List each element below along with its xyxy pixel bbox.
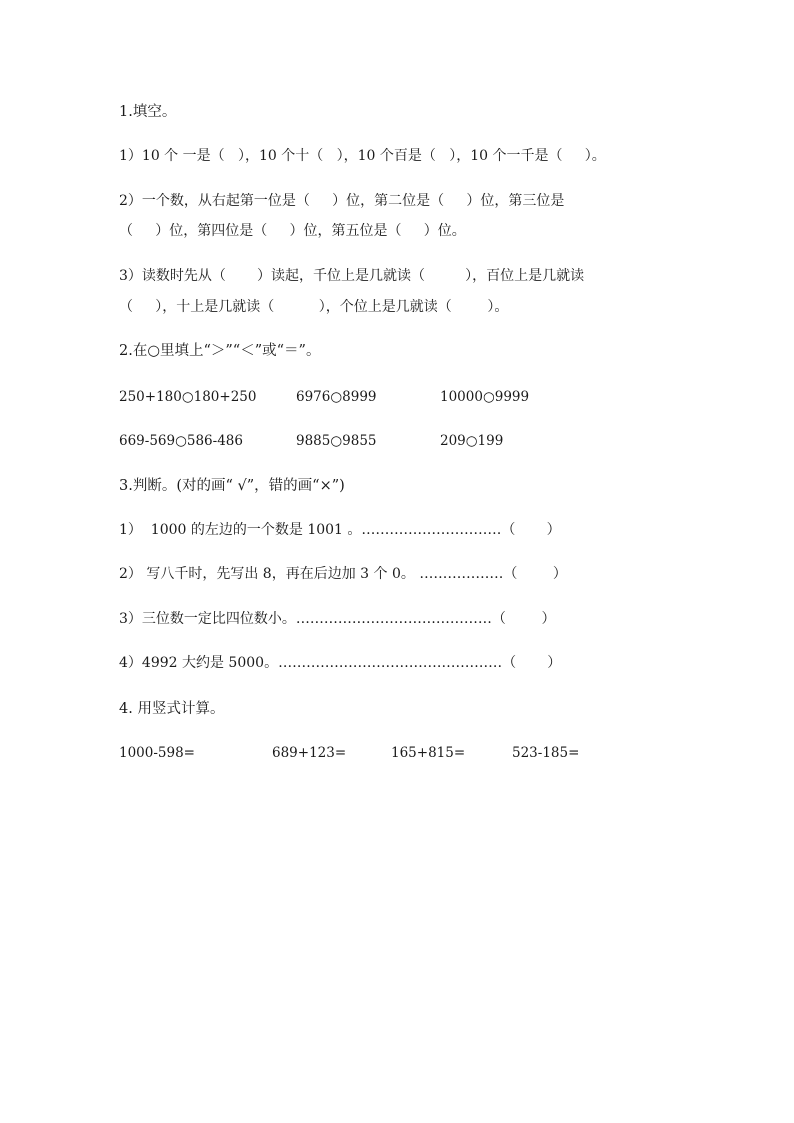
judgment-item: 2） 写八千时，先写出 8，再在后边加 3 个 0。 ………………（ ）	[119, 566, 567, 582]
section1-question3-line2: （ ），十上是几就读（ ），个位上是几就读（ ）。	[119, 299, 509, 315]
calculation-item: 1000-598=	[119, 745, 195, 761]
judgment-item: 4）4992 大约是 5000。…………………………………………（ ）	[119, 655, 562, 671]
section1-question3-line1: 3）读数时先从（ ）读起，千位上是几就读（ ），百位上是几就读	[119, 268, 585, 284]
section1-question2-line1: 2）一个数，从右起第一位是（ ）位，第二位是（ ）位，第三位是	[119, 193, 565, 209]
calculation-item: 689+123=	[272, 745, 347, 761]
section1-question1: 1）10 个 一是（ ），10 个十（ ），10 个百是（ ），10 个一千是（ ）。	[119, 148, 606, 164]
comparison-item: 669-569○586-486	[119, 433, 243, 449]
comparison-item: 10000○9999	[440, 389, 530, 405]
section4-title: 4. 用竖式计算。	[119, 701, 225, 717]
calculation-item: 523-185=	[512, 745, 580, 761]
calculation-item: 165+815=	[391, 745, 466, 761]
section2-title: 2.在○里填上“＞”“＜”或“＝”。	[119, 343, 321, 359]
section3-title: 3.判断。(对的画“ √”，错的画“×”)	[119, 478, 345, 494]
comparison-item: 9885○9855	[296, 433, 377, 449]
comparison-item: 6976○8999	[296, 389, 377, 405]
section1-question2-line2: （ ）位，第四位是（ ）位，第五位是（ ）位。	[119, 223, 466, 239]
comparison-item: 209○199	[440, 433, 504, 449]
section1-title: 1.填空。	[119, 104, 177, 120]
comparison-item: 250+180○180+250	[119, 389, 257, 405]
judgment-item: 3）三位数一定比四位数小。……………………………………（ ）	[119, 611, 556, 627]
judgment-item: 1） 1000 的左边的一个数是 1001 。…………………………（ ）	[119, 522, 561, 538]
